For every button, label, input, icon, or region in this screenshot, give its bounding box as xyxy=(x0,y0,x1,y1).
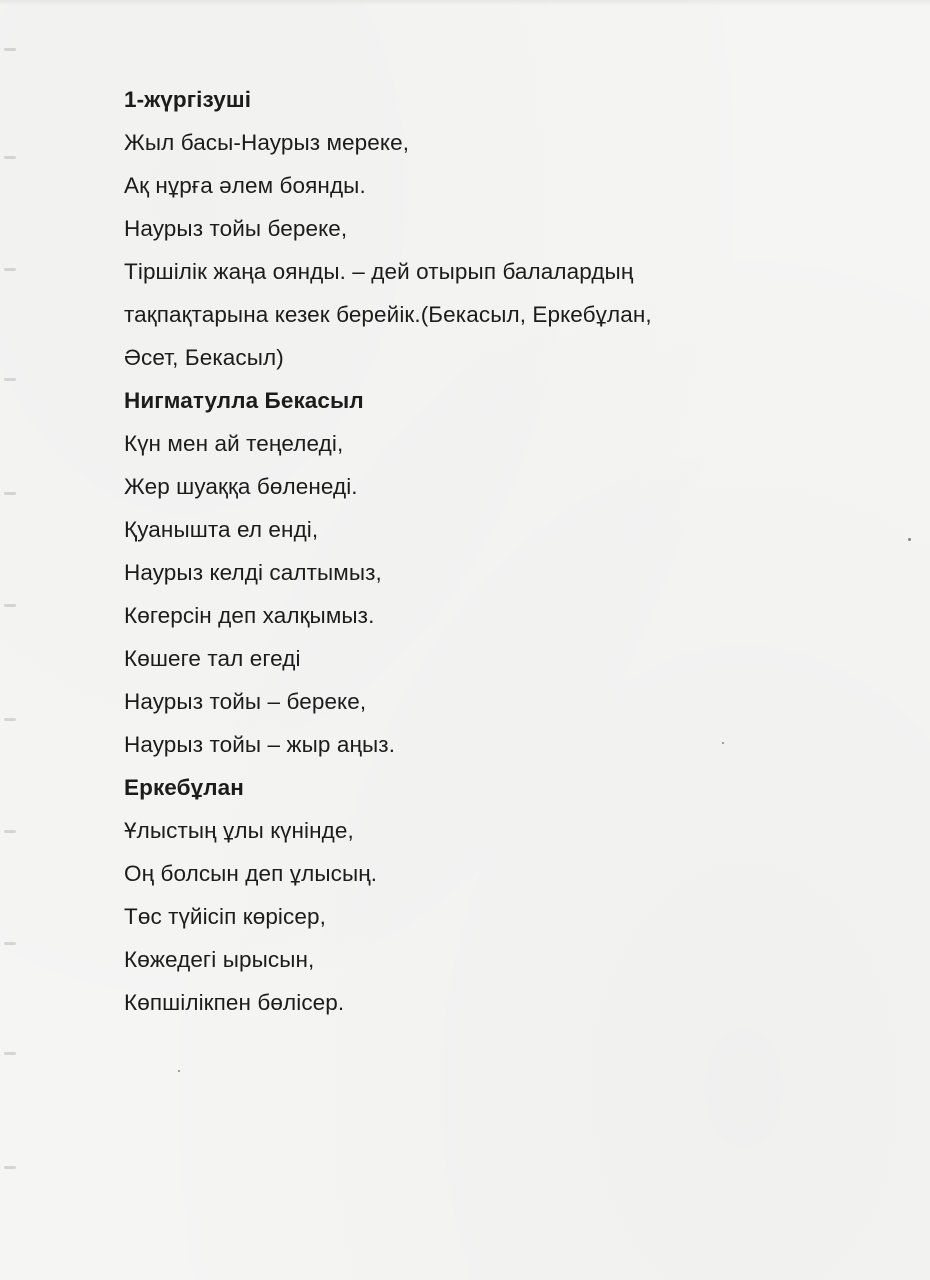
verse-line: Наурыз тойы береке, xyxy=(124,216,348,241)
verse-line: Әсет, Бекасыл) xyxy=(124,345,284,370)
verse-line: Ұлыстың ұлы күнінде, xyxy=(124,818,354,843)
speaker-heading-erkebulan: Еркебұлан xyxy=(124,775,244,800)
verse-line: Наурыз тойы – жыр аңыз. xyxy=(124,732,396,757)
speaker-heading-bekasyl: Нигматулла Бекасыл xyxy=(124,388,364,413)
scan-speck xyxy=(178,1070,180,1072)
verse-line: Төс түйісіп көрісер, xyxy=(124,904,326,929)
scan-speck xyxy=(908,538,911,541)
verse-line: Қуанышта ел енді, xyxy=(124,517,319,542)
verse-line: Наурыз келді салтымыз, xyxy=(124,560,382,585)
scan-binding-marks xyxy=(0,0,28,1280)
verse-line: Көжедегі ырысын, xyxy=(124,947,315,972)
speaker-heading-host-1: 1-жүргізуші xyxy=(124,87,252,112)
scan-top-edge xyxy=(0,0,930,6)
verse-line: Оң болсын деп ұлысың. xyxy=(124,861,378,886)
verse-line: Тіршілік жаңа оянды. – дей отырып балалардың xyxy=(124,259,634,284)
verse-line: Күн мен ай теңеледі, xyxy=(124,431,344,456)
verse-line: Көпшілікпен бөлісер. xyxy=(124,990,345,1015)
verse-line: Наурыз тойы – береке, xyxy=(124,689,367,714)
verse-line: Жыл басы-Наурыз мереке, xyxy=(124,130,410,155)
verse-line: Көшеге тал егеді xyxy=(124,646,301,671)
verse-line: Жер шуаққа бөленеді. xyxy=(124,474,358,499)
verse-line: Ақ нұрға әлем боянды. xyxy=(124,173,366,198)
verse-line: тақпақтарына кезек берейік.(Бекасыл, Еркебұлан, xyxy=(124,302,652,327)
document-body xyxy=(124,78,884,1024)
verse-line: Көгерсін деп халқымыз. xyxy=(124,603,375,628)
